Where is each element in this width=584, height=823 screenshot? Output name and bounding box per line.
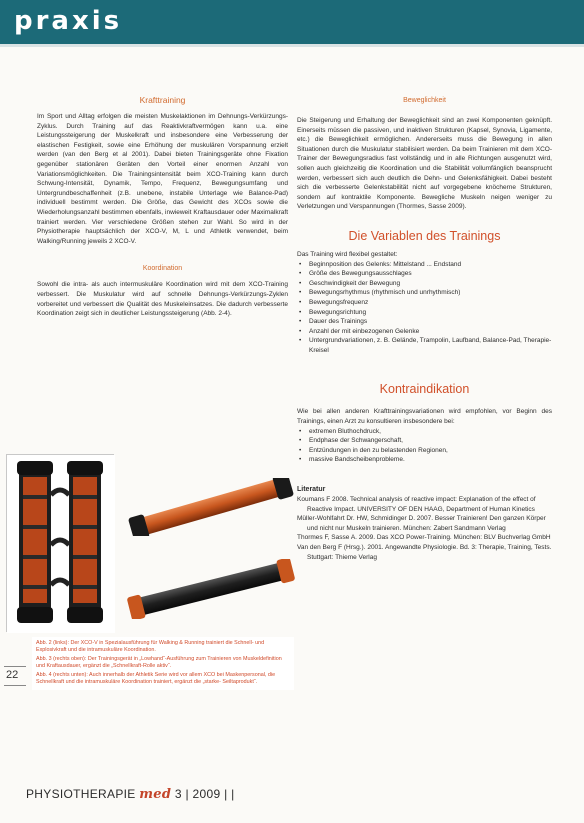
list-kontraindikation (297, 427, 552, 465)
list-item: • extremen Bluthochdruck, (297, 427, 552, 437)
paragraph-krafttraining: Im Sport und Alltag erfolgen die meisten Muskelaktionen im Dehnungs-Verkürzungs-Zyklus. Durch Training auf das Reaktivkraftvermögen kann u.a. eine Leistungssteigerung der Muskelkraft und insbesondere eine Verbesserung der elastischen Festigkeit, sowie eine Erhöhung der muskulären Vorspannung erzielt werden (van den Berg et al 2001). Dabei bieten Trainingsgeräte ohne Fixation gegenüber stationären Geräten den Vorteil einer enormen Anzahl von Variationsmöglichkeiten. Die Trainingsintensität beim XCO-Training kann durch Schwung-Intensität, Dynamik, Tempo, Frequenz, Bewegungsumfang und Untergrundbeschaffenheit (z.B. unebene, instabile Unterlage wie Balance-Pad) individuell bestimmt werden. Die Größe, das Gewicht des XCOs sowie die Wiederholungsanzahl bestimmen ebenfalls, inwieweit Kraftausdauer oder Maximalkraft trainiert werden. Vier verschiedene Größen stehen zur Wahl. So wird in der Physiotherapie hauptsächlich der XCO-V, M, L und Athletik verwendet, beim Walking/Running jeweils 2 XCO-V. (37, 113, 288, 245)
xco-black-tube-image (124, 559, 298, 619)
product-photo-orange-tube (124, 478, 298, 536)
product-photo-pair (6, 454, 114, 632)
literature-title: Literatur (297, 486, 326, 494)
list-item: • Bewegungsrhythmus (rhythmisch und unrhythmisch) (297, 288, 552, 298)
section-title: praxis (14, 6, 123, 36)
footer-journal-name: PHYSIOTHERAPIE (26, 787, 136, 801)
paragraph-kontraindikation-intro: Wie bei allen anderen Krafttrainingsvariationen wird empfohlen, vor Beginn des Trainings, einen Arzt zu konsultieren insbesondere bei: (297, 408, 552, 426)
paragraph-koordination: Sowohl die intra- als auch intermuskuläre Koordination wird mit dem XCO-Training verbessert. Die Muskulatur wird auf schnelle Dehnungs-Verkürzungs-Zyklen vorbereitet und verbessert die Qualität des Muskeleinsatzes. Die dadurch verbesserte Koordination zeigt sich in deutlicher Leistungssteigerung (Abb. 2-4). (37, 281, 288, 318)
literature-entry: Müller-Wohlfahrt Dr. HW, Schmidinger D. 2007. Besser Trainieren! Den ganzen Körper und nicht nur Muskeln trainieren. München: Zabert Sandmann Verlag (297, 515, 546, 532)
list-variablen (297, 260, 552, 356)
list-item: • Anzahl der mit einbezogenen Gelenke (297, 327, 552, 337)
product-photo-black-tube (124, 559, 298, 619)
literature-entry: Koumans F 2008. Technical analysis of reactive impact: Explanation of the effect of Reactive Impact. UNIVERSITY OF DEN HAAG, Department of Human Kinetics (297, 496, 536, 513)
list-item: • Bewegungsfrequenz (297, 298, 552, 308)
caption-abb-2: Abb. 2 (links): Der XCO-V in Spezialausführung für Walking & Running trainiert die Schnell- und Explosivkraft und die intramuskuläre Koordination. (36, 640, 265, 654)
left-column (37, 94, 288, 319)
literature-entry: Van den Berg F (Hrsg.). 2001. Angewandte Physiologie. Bd. 3: Therapie, Training, Tests. Stuttgart: Thieme Verlag (297, 544, 552, 561)
page-number: 22 (6, 669, 19, 681)
list-item: • Entzündungen in den zu belastenden Regionen, (297, 446, 552, 456)
literature-section (297, 485, 552, 562)
xco-orange-tube-image (124, 478, 298, 536)
heading-beweglichkeit: Beweglichkeit (403, 97, 446, 104)
heading-krafttraining: Krafttraining (139, 95, 186, 105)
literature-entry: Thormes F, Sasse A. 2009. Das XCO Power-Training. München: BLV Buchverlag GmbH (297, 534, 551, 542)
page-number-rule-top (4, 666, 26, 667)
list-item: • Dauer des Trainings (297, 317, 552, 327)
figure-captions (32, 637, 294, 690)
heading-koordination: Koordination (142, 265, 183, 273)
list-item: • Bewegungsrichtung (297, 308, 552, 318)
right-column (297, 96, 552, 562)
footer-journal (26, 787, 235, 802)
list-item: • Geschwindigkeit der Bewegung (297, 279, 552, 289)
list-item: • Größe des Bewegungsausschlages (297, 269, 552, 279)
header-divider (0, 44, 584, 47)
footer-issue: 3 | 2009 | | (174, 787, 235, 801)
list-item: • massive Bandscheibenprobleme. (297, 455, 552, 465)
paragraph-beweglichkeit: Die Steigerung und Erhaltung der Beweglichkeit sind an zwei Komponenten geknüpft. Einerseits müssen die passiven, und inaktiven Strukturen (Kapsel, Synovia, Ligamente, etc.) die Beweglichkeit ermöglichen. Andererseits muss die Bewegung in allen Situationen durch die Muskulatur stabilisiert werden. Da beim Trainieren mit dem XCO-Trainer der Bewegungsradius fast vollständig und in alle Richtungen ausgenutzt wird, sollen auch gleichzeitig die Koordination und die Stabilität vollumfänglich beansprucht werden, verbessert sich auch deutlich die Dehn- und Gelenksfähigkeit. Dabei besteht sich die verbesserte Gelenkstabilität nicht auf vorgegebene knöcherne Strukturen, sondern auf kontraktile Komponente. Bewegliche Muskeln neigen weniger zu Verletzungen und Verspannungen (Thormes, Sasse 2009). (297, 117, 552, 211)
page-number-rule-bottom (4, 685, 26, 686)
footer-journal-med: med (139, 787, 172, 802)
header-bar (0, 0, 584, 44)
paragraph-variablen-intro: Das Training wird flexibel gestaltet: (297, 250, 398, 258)
list-item: • Beginnposition des Gelenks: Mittelstand ... Endstand (297, 260, 552, 270)
heading-kontraindikation: Kontraindikation (379, 382, 470, 397)
heading-variablen: Die Variablen des Trainings (348, 228, 501, 243)
xco-trainer-pair-image (7, 455, 115, 633)
caption-abb-3: Abb. 3 (rechts oben): Der Trainingsgerät in „Lowhand“-Ausführung zum Trainieren von Muskeldefinition und Kraftausdauer, ergänzt die „Schnellkraft-Rolle aktiv“. (36, 655, 282, 670)
caption-abb-4: Abb. 4 (rechts unten): Auch innerhalb der Athletik Serie wird vor allem XCO bei Maskenpersonal, die Schnellkraft und die intramuskuläre Koordination trainiert, ergänzt die „starke- Seiltaprodukt“. (36, 671, 276, 686)
list-item: • Endphase der Schwangerschaft, (297, 436, 552, 446)
list-item: • Untergrundvariationen, z. B. Gelände, Trampolin, Laufband, Balance-Pad, Therapie-Kreisel (297, 336, 552, 355)
